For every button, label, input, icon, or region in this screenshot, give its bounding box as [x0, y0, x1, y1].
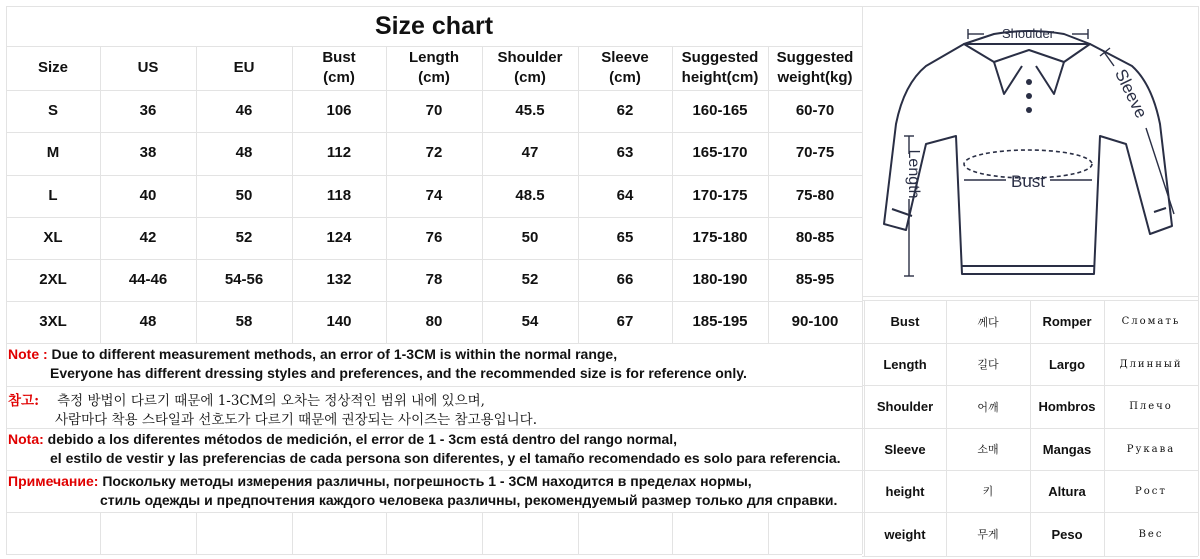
table-cell: M — [46, 144, 60, 162]
note-es-line1 — [8, 431, 677, 447]
table-cell: 185-195 — [692, 312, 748, 330]
translation-cell-ru: Вес — [1138, 528, 1164, 540]
table-cell: 90-100 — [791, 312, 839, 330]
table-cell: 50 — [235, 186, 253, 204]
table-cell: 112 — [326, 144, 352, 162]
note-kr-line2: 사람마다 착용 스타일과 선호도가 다르기 때문에 권장되는 사이즈는 참고용입니다. — [55, 412, 538, 428]
note-es-line2: el estilo de vestir y las preferencias de cada persona son diferentes, y el tamaño recomendado es solo para referencia. — [50, 450, 841, 466]
grid-line — [862, 296, 1198, 297]
grid-line — [6, 554, 862, 555]
table-cell: 175-180 — [692, 228, 748, 246]
table-cell: 2XL — [39, 270, 67, 288]
table-cell: 48 — [235, 144, 253, 162]
table-cell: 47 — [521, 144, 539, 162]
note-es-label: Nota: — [8, 431, 44, 447]
table-cell: 46 — [235, 101, 253, 119]
note-en-line1 — [8, 346, 617, 362]
note-kr-label: 참고: — [8, 393, 40, 409]
table-cell: 42 — [139, 228, 157, 246]
note-ru-text1: Поскольку методы измерения различны, погрешность 1 - 3СМ находится в пределах нормы, — [98, 473, 752, 489]
table-cell: 63 — [616, 144, 634, 162]
grid-line — [482, 512, 483, 554]
page-title: Size chart — [374, 12, 494, 40]
table-cell: 170-175 — [692, 186, 748, 204]
table-cell: 85-95 — [795, 270, 835, 288]
header-cell — [578, 46, 672, 90]
table-cell: XL — [43, 228, 63, 246]
note-ru-label: Примечание: — [8, 473, 99, 489]
table-cell: 65 — [616, 228, 634, 246]
table-cell: 36 — [139, 101, 157, 119]
table-cell: 70-75 — [795, 144, 835, 162]
header-cell — [196, 46, 292, 90]
table-cell: 124 — [326, 228, 352, 246]
grid-line — [768, 512, 769, 554]
table-cell: 140 — [326, 312, 352, 330]
translation-cell-en: Shoulder — [876, 399, 934, 414]
translation-cell-kr: 무게 — [977, 528, 999, 541]
grid-line — [6, 512, 862, 513]
table-cell: 78 — [425, 270, 443, 288]
translation-cell-kr: 께다 — [977, 315, 999, 329]
table-cell: 67 — [616, 312, 634, 330]
shirt-measurement-diagram — [864, 4, 1198, 296]
header-line2: (cm) — [418, 69, 450, 86]
note-en-text1: Due to different measurement methods, an error of 1-3CM is within the normal range, — [47, 346, 618, 362]
translation-cell-ru: Длинный — [1119, 358, 1183, 370]
grid-line — [862, 6, 863, 554]
header-line2: (cm) — [514, 69, 546, 86]
table-cell: 44-46 — [128, 270, 168, 288]
table-cell: 180-190 — [692, 270, 748, 288]
translation-cell-en: height — [885, 483, 925, 499]
header-line2: (cm) — [609, 69, 641, 86]
table-cell: 45.5 — [515, 101, 545, 119]
translation-cell-ru: Сломать — [1121, 316, 1181, 327]
table-cell: 75-80 — [795, 186, 835, 204]
header-cell — [672, 46, 768, 90]
header-cell — [482, 46, 578, 90]
translation-cell-en: Bust — [890, 314, 920, 329]
note-kr-text1: 측정 방법이 다르기 때문에 1-3CM의 오차는 정상적인 범위 내에 있으며, — [57, 393, 485, 409]
table-cell: 76 — [425, 228, 443, 246]
table-cell: 54 — [521, 312, 539, 330]
table-cell: 64 — [616, 186, 634, 204]
grid-line — [578, 512, 579, 554]
translation-cell-es: Romper — [1042, 314, 1092, 329]
length-label: Length — [905, 149, 922, 199]
grid-line — [100, 512, 101, 554]
translation-cell-en: Sleeve — [884, 441, 926, 457]
table-cell: 50 — [521, 228, 539, 246]
table-cell: 66 — [616, 270, 634, 288]
note-kr-line1 — [8, 389, 485, 409]
table-cell: 52 — [521, 270, 539, 288]
translation-cell-es: Peso — [1051, 526, 1083, 542]
translation-cell-en: weight — [884, 526, 926, 542]
note-en-label: Note : — [8, 346, 48, 362]
translation-cell-ru: Плечо — [1129, 401, 1173, 412]
bust-label: Bust — [1010, 172, 1046, 191]
table-cell: 160-165 — [692, 101, 748, 119]
translation-cell-ru: Рукава — [1126, 443, 1176, 455]
table-cell: 60-70 — [795, 101, 835, 119]
table-cell: 165-170 — [692, 144, 748, 162]
header-cell — [386, 46, 482, 90]
translation-cell-en: Length — [883, 356, 927, 372]
note-ru-line1 — [8, 473, 752, 489]
shirt-buttons — [1026, 79, 1032, 113]
translation-cell-es: Largo — [1048, 356, 1086, 372]
grid-line — [6, 343, 862, 344]
grid-line — [862, 556, 1198, 557]
table-cell: 3XL — [39, 312, 67, 330]
translation-cell-ru: Рост — [1135, 485, 1167, 497]
table-cell: 106 — [326, 101, 352, 119]
header-line1: Shoulder — [497, 48, 563, 66]
header-line2: (cm) — [323, 69, 355, 86]
grid-line — [6, 386, 862, 387]
table-cell: 38 — [139, 144, 157, 162]
table-cell: 58 — [235, 312, 253, 330]
grid-line — [6, 428, 862, 429]
header-cell — [6, 46, 100, 90]
table-cell: 52 — [235, 228, 253, 246]
table-cell: 74 — [425, 186, 443, 204]
header-line1: Sleeve — [601, 48, 649, 66]
grid-line — [672, 512, 673, 554]
grid-line — [196, 512, 197, 554]
table-cell: 72 — [425, 144, 443, 162]
header-line1: EU — [233, 58, 255, 76]
table-cell: 48.5 — [515, 186, 545, 204]
table-cell: S — [47, 101, 58, 119]
translation-cell-kr: 어깨 — [977, 400, 999, 414]
grid-line — [1198, 6, 1199, 554]
header-cell — [768, 46, 862, 90]
table-cell: 40 — [139, 186, 157, 204]
header-line2: weight(kg) — [777, 69, 853, 86]
note-ru-line2: стиль одежды и предпочтения каждого человека различны, рекомендуемый размер только для справки. — [100, 492, 838, 508]
translation-cell-kr: 길다 — [977, 358, 999, 371]
note-es-text1: debido a los diferentes métodos de medición, el error de 1 - 3cm está dentro del rango normal, — [43, 431, 678, 447]
sleeve-label: Sleeve — [1111, 66, 1151, 122]
table-cell: 70 — [425, 101, 443, 119]
table-cell: L — [48, 186, 58, 204]
translation-cell-es: Altura — [1048, 483, 1086, 499]
translation-cell-kr: 키 — [982, 485, 994, 498]
table-cell: 48 — [139, 312, 157, 330]
shoulder-label: Shoulder — [1001, 26, 1055, 41]
table-cell: 54-56 — [224, 270, 264, 288]
table-cell: 132 — [326, 270, 352, 288]
note-en-line2: Everyone has different dressing styles and preferences, and the recommended size is for reference only. — [50, 365, 747, 381]
header-line1: Length — [409, 48, 459, 66]
header-line1: US — [137, 58, 159, 76]
grid-line — [292, 512, 293, 554]
translation-cell-es: Mangas — [1042, 441, 1092, 457]
header-line2: height(cm) — [681, 69, 759, 86]
header-line1: Size — [37, 58, 68, 76]
header-line1: Suggested — [681, 48, 759, 66]
header-line1: Bust — [322, 48, 356, 66]
table-cell: 80 — [425, 312, 443, 330]
translation-cell-kr: 소매 — [977, 443, 999, 456]
grid-line — [6, 470, 862, 471]
translation-cell-es: Hombros — [1038, 399, 1096, 414]
header-line1: Suggested — [776, 48, 854, 66]
table-cell: 118 — [326, 186, 352, 204]
table-cell: 80-85 — [795, 228, 835, 246]
header-cell — [292, 46, 386, 90]
table-cell: 62 — [616, 101, 634, 119]
grid-line — [386, 512, 387, 554]
header-cell — [100, 46, 196, 90]
